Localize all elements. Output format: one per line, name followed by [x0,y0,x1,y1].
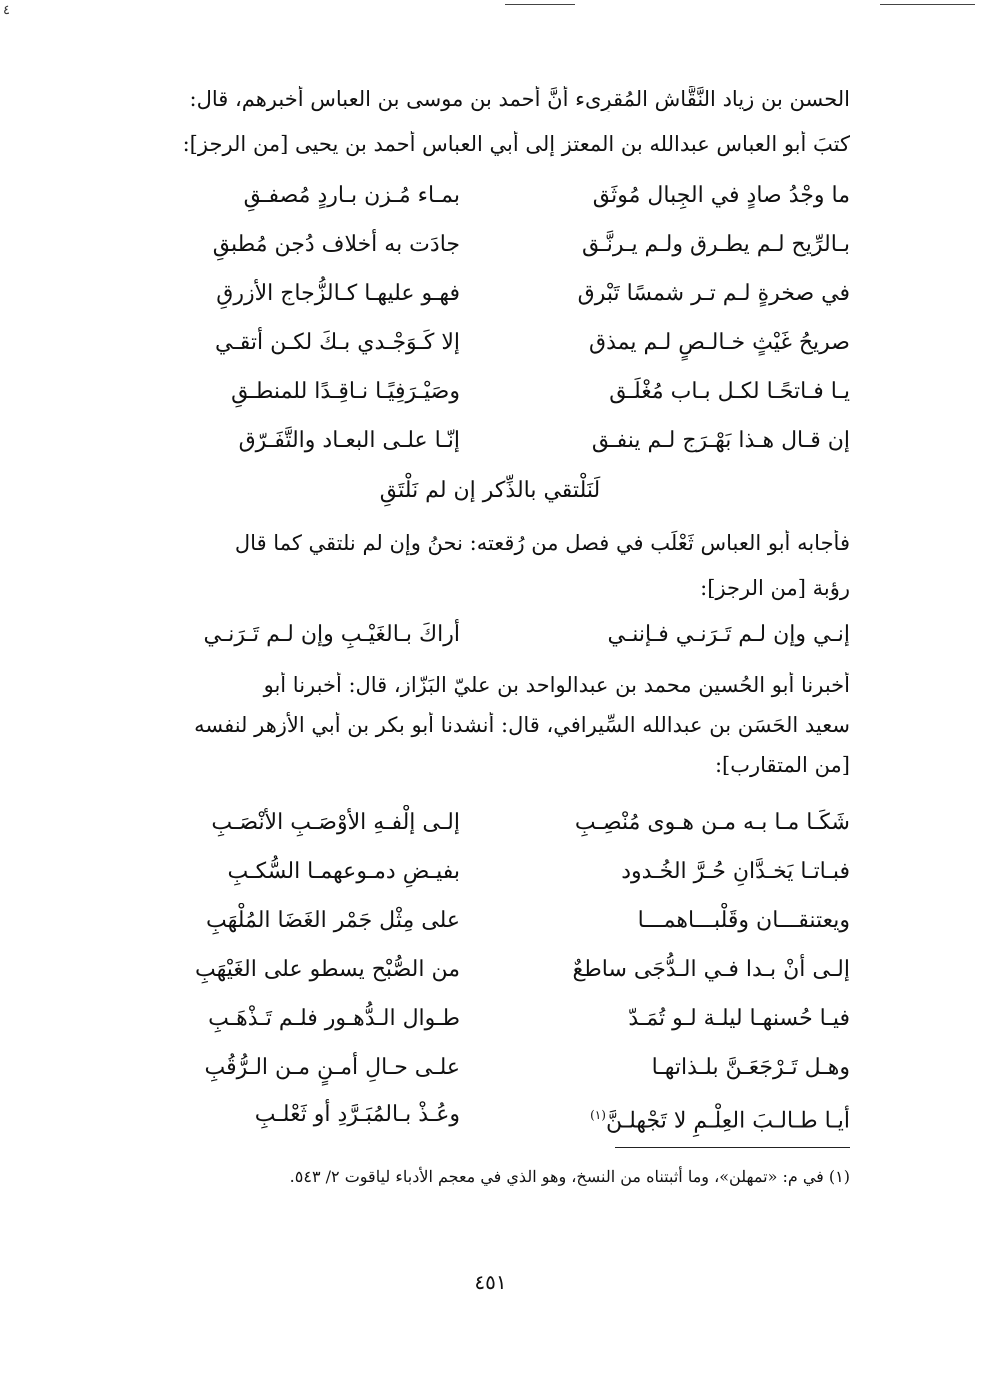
footnote: (١) في م: «تمهلن»، وما أثبتناه من النسخ، وهو الذي في معجم الأدباء لياقوت ٢/ ٥٤٣. [289,1167,850,1186]
verse-second-hemistich: طـوال الـدُّهـور فلـم تَـذْهَـبِ [208,1006,460,1031]
verse-second-hemistich: بفيـضِ دمـوعهمـا السُّكـبِ [227,859,460,884]
verse-line [130,374,850,414]
verse-line [130,805,850,845]
verse-second-hemistich: على مِثْل جَمْر الغَضَا المُلْهَبِ [205,908,460,933]
prose-line: أخبرنا أبو الحُسين محمد بن عبدالواحد بن عليّ البَزّاز، قال: أخبرنا أبو [263,673,850,697]
verse-second-hemistich: أراكَ بـالغَيْـبِ وإن لـم تَـرَنـي [203,622,460,647]
verse-first-hemistich: بـالرِّيح لـم يطـرق ولـم يـرنَّـق [581,232,850,257]
verse-first-hemistich: يـا فـاتحًـا لكـل بـاب مُغْلَـق [609,379,850,404]
verse-first-hemistich: ويعتنقـــان وقَلْبـــاهمـــا [637,908,850,933]
verse-second-hemistich: من الصُّبْح يسطو على الغَيْهَبِ [195,957,460,982]
verse-first-hemistich: صريحُ غَيْثٍ خـالـصٍ لـم يمذق [589,330,850,355]
prose-line: كتبَ أبو العباس عبدالله بن المعتز إلى أبي العباس أحمد بن يحيى [من الرجز]: [182,132,850,156]
verse-first-hemistich: شَكَـا مـا بـه مـن هـوى مُنْصِـبِ [574,810,850,835]
footnote-separator [615,1147,850,1148]
verse-first-hemistich: إلـى أنْ بـدا فـي الـدُّجَى ساطعٌ [572,957,850,982]
verse-line [130,1050,850,1090]
header-rule-right [880,4,975,5]
verse-line [130,276,850,316]
verse-line [130,178,850,218]
prose-line: رؤبة [من الرجز]: [700,576,850,600]
header-rule-left [505,4,575,5]
verse-line [130,227,850,267]
verse-second-hemistich: فهـو عليهـا كـالزُّجاج الأزرقِ [216,281,460,306]
verse-line [130,1097,850,1137]
verse-line [130,1001,850,1041]
prose-line: فأجابه أبو العباس ثَعْلَب في فصل من رُقعته: نحنُ وإن لم نلتقي كما قال [234,531,850,555]
verse-line [130,952,850,992]
verse-line [130,617,850,657]
verse-second-hemistich: وعُـذْ بـالمُبَـرَّدِ أو ثَعْلـبِ [254,1102,460,1127]
verse-first-hemistich: فبـاتـا يَخـدَّانِ حُـرَّ الخُـدود [621,859,850,884]
verse-first-hemistich: ما وجْدُ صادٍ في الجِبال مُوثَق [592,183,850,208]
verse-second-hemistich: وصَيْـرَفِيًـا نـاقِـدًا للمنطـقِ [231,379,460,404]
page-number: ٤٥١ [474,1270,507,1294]
corner-mark: ٤ [3,3,10,18]
verse-closing-line: لَنَلْتقي بالذِّكر إن لم نَلْتَقِ [379,478,601,503]
verse-line [130,854,850,894]
verse-second-hemistich: إلا كَـوَجْـدي بـكَ لكـن أتقـي [214,330,460,355]
verse-first-hemistich: في صخرةٍ لـم تـر شمسًا تَبْرق [577,281,850,306]
verse-first-hemistich: فيـا حُسنهـا ليلـة لـو تُمَـدّ [628,1006,850,1031]
verse-first-hemistich: إن قـال هـذا بَهْـرَج لـم ينفـق [591,428,850,453]
footnote-marker: (١) [590,1108,606,1122]
verse-second-hemistich: جادَت به أخلاف دُجن مُطبقِ [212,232,460,257]
verse-line [130,423,850,463]
verse-second-hemistich: علـى حـالِ أمـنٍ مـن الـرُّقُبِ [204,1055,460,1080]
prose-line: الحسن بن زياد النَّقَّاش المُقرِىء أنَّ أحمد بن موسى بن العباس أخبرهم، قال: [189,87,850,111]
verse-second-hemistich: بمـاء مُـزن بـاردٍ مُصفـقِ [243,183,460,208]
verse-line [130,903,850,943]
verse-first-hemistich: إنـي وإن لـم تَـرَنـي فـإننـي [607,622,850,647]
verse-line [130,325,850,365]
verse-second-hemistich: إلـى إلْفـهِ الأوْصَـبِ الأنْصَـبِ [211,810,460,835]
verse-first-hemistich [520,1097,850,1139]
hemistich-text: أيـا طـالـبَ العِلْـمِ لا تَجْهلـنَّ [605,1108,850,1134]
verse-first-hemistich: وهـل تَـرْجَعَـنَّ بلـذاتهـا [651,1055,850,1080]
prose-line: سعيد الحَسَن بن عبدالله السِّيرافي، قال: أنشدنا أبو بكر بن أبي الأزهر لنفسه [194,713,850,737]
prose-line: [من المتقارب]: [714,753,850,777]
verse-second-hemistich: إنّـا علـى البعـاد والتَّفَـرّق [238,428,460,453]
